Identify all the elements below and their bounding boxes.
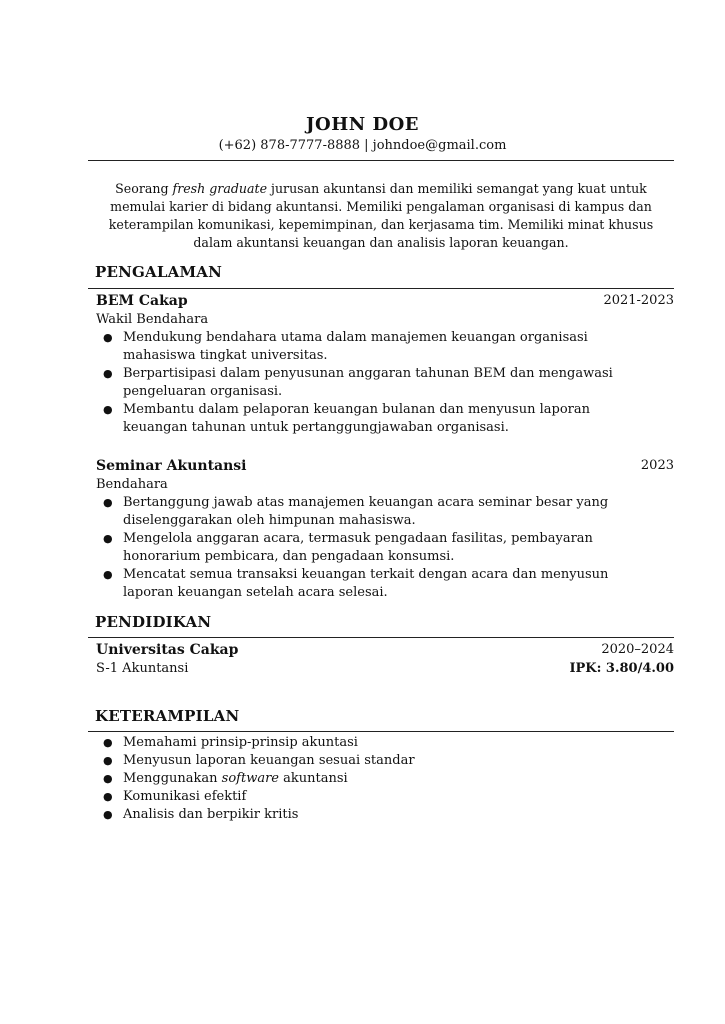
list-item [96,365,616,401]
bullet-icon: ● [103,532,113,545]
summary-italic: fresh graduate [172,181,268,196]
experience-divider [88,288,674,289]
skills-list [96,734,616,824]
bullet-icon: ● [103,331,113,344]
skill-text: Analisis dan berpikir kritis [123,807,299,822]
school-name: Universitas Cakap [96,642,239,658]
list-item [96,734,616,752]
list-item [96,806,616,824]
bullet-text: Berpartisipasi dalam penyusunan anggaran tahunan BEM dan mengawasi pengeluaran organisasi. [123,366,613,399]
bullet-icon: ● [103,736,113,749]
entry-period: 2021-2023 [603,293,674,308]
skill-text: Komunikasi efektif [123,789,247,804]
bullet-text: Mendukung bendahara utama dalam manajemen keuangan organisasi mahasiswa tingkat universitas. [123,330,588,363]
skills-divider [88,731,674,732]
bullet-icon: ● [103,403,113,416]
entry-period: 2023 [640,458,674,473]
list-item [96,566,616,602]
bullet-text: Mencatat semua transaksi keuangan terkait dengan acara dan menyusun laporan keuangan setelah acara selesai. [123,567,609,600]
skill-text: Menyusun laporan keuangan sesuai standar [123,753,415,768]
bullet-icon: ● [103,367,113,380]
entry-bullets [96,494,616,602]
list-item [96,329,616,365]
list-item [96,494,616,530]
skill-text: Memahami prinsip-prinsip akuntasi [123,735,358,750]
list-item [96,530,616,566]
skill-italic: software [221,771,279,786]
entry-org: Seminar Akuntansi [96,458,247,474]
bullet-text: Mengelola anggaran acara, termasuk pengadaan fasilitas, pembayaran honorarium pembicara, dan pengadaan konsumsi. [123,531,593,564]
header-divider [88,160,674,161]
entry-org: BEM Cakap [96,293,188,309]
gpa: IPK: 3.80/4.00 [569,661,674,676]
candidate-name: JOHN DOE [306,114,419,135]
bullet-icon: ● [103,754,113,767]
list-item [96,770,616,788]
bullet-icon: ● [103,790,113,803]
summary-text-start: Seorang [115,181,173,196]
summary-text-rest: jurusan akuntansi dan memiliki semangat yang kuat untuk memulai karier di bidang akuntansi. Memiliki pengalaman organisasi di kampus dan keterampilan komunikasi, kepemimpinan, dan kerjasama tim. Memiliki minat khusus dalam akuntansi keuangan dan analisis laporan keuangan. [108,181,654,250]
section-title-education: PENDIDIKAN [95,613,212,631]
list-item [96,401,616,437]
contact-line: (+62) 878-7777-8888 | johndoe@gmail.com [218,138,507,153]
education-divider [88,637,674,638]
bullet-text: Membantu dalam pelaporan keuangan bulanan dan menyusun laporan keuangan tahunan untuk pertanggungjawaban organisasi. [123,402,590,435]
skill-text: akuntansi [278,771,348,786]
list-item [96,788,616,806]
entry-role: Bendahara [96,477,168,492]
section-title-experience: PENGALAMAN [95,263,223,281]
bullet-icon: ● [103,808,113,821]
list-item [96,752,616,770]
bullet-icon: ● [103,772,113,785]
bullet-icon: ● [103,496,113,509]
education-period: 2020–2024 [601,642,674,657]
skill-text: Menggunakan [123,771,222,786]
profile-summary [88,180,674,252]
bullet-text: Bertanggung jawab atas manajemen keuangan acara seminar besar yang diselenggarakan oleh himpunan mahasiswa. [123,495,609,528]
bullet-icon: ● [103,568,113,581]
entry-role: Wakil Bendahara [96,312,209,327]
section-title-skills: KETERAMPILAN [95,707,240,725]
degree: S-1 Akuntansi [96,661,189,676]
entry-bullets [96,329,616,437]
